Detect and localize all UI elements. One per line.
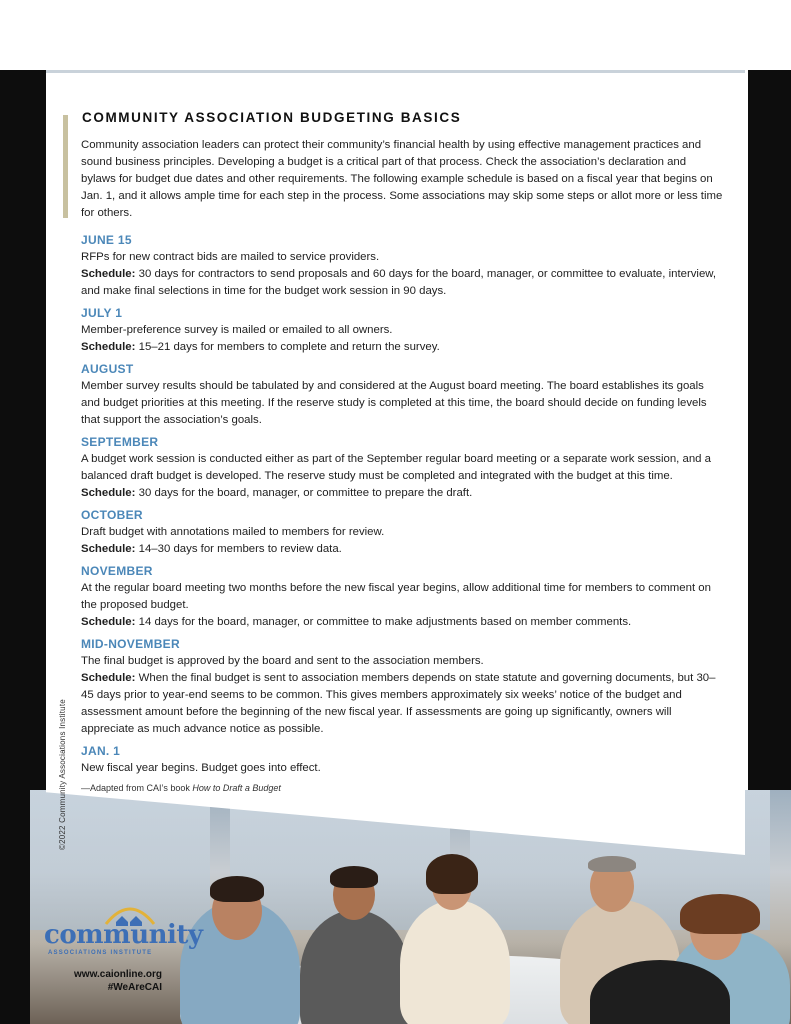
section-schedule bbox=[81, 485, 723, 502]
schedule-section bbox=[81, 232, 723, 300]
schedule-text: 14–30 days for members to review data. bbox=[138, 543, 342, 555]
schedule-text: 15–21 days for members to complete and return the survey. bbox=[138, 341, 440, 353]
section-heading: OCTOBER bbox=[81, 508, 143, 522]
logo-wordmark: community bbox=[44, 920, 203, 950]
intro-paragraph: Community association leaders can protect their community’s financial health by using effective management practices and sound business principles. Developing a budget is a critical part of that process. Check the association’s declaration and bylaws for budget due dates and other requirements. The following example schedule is based on a fiscal year that begins on Jan. 1, and it allows ample time for each step in the process. Some associations may skip some steps or allot more or less time for others. bbox=[81, 139, 723, 219]
section-text: Draft budget with annotations mailed to members for review. bbox=[81, 526, 385, 538]
section-heading: JUNE 15 bbox=[81, 233, 132, 247]
page-title: COMMUNITY ASSOCIATION BUDGETING BASICS bbox=[82, 110, 462, 125]
section-schedule bbox=[81, 339, 723, 356]
card-content bbox=[81, 137, 723, 795]
schedule-section bbox=[81, 636, 723, 738]
section-text: A budget work session is conducted either as part of the September regular board meeting or a separate work session, and a balanced draft budget is developed. The reserve study must be completed and integrated with the budget at this time. bbox=[81, 453, 712, 482]
logo-subtitle: ASSOCIATIONS INSTITUTE bbox=[48, 950, 153, 956]
section-heading: AUGUST bbox=[81, 362, 134, 376]
section-schedule bbox=[81, 266, 723, 300]
schedule-label: Schedule: bbox=[81, 543, 136, 555]
section-text: Member survey results should be tabulated by and considered at the August board meeting. The board establishes its goals and budget priorities at this meeting. If the reserve study is completed at this time, the board should decide on funding levels that support the association’s goals. bbox=[81, 380, 707, 426]
hashtag: #WeAreCAI bbox=[107, 982, 162, 993]
section-heading: SEPTEMBER bbox=[81, 435, 159, 449]
schedule-section bbox=[81, 434, 723, 502]
source-credit: —Adapted from CAI’s book How to Draft a Budget bbox=[81, 783, 281, 793]
schedule-section bbox=[81, 507, 723, 558]
schedule-label: Schedule: bbox=[81, 487, 136, 499]
footer-links bbox=[72, 968, 162, 994]
section-heading: NOVEMBER bbox=[81, 564, 153, 578]
schedule-text: 30 days for the board, manager, or committee to prepare the draft. bbox=[138, 487, 473, 499]
section-schedule bbox=[81, 670, 723, 738]
schedule-sections bbox=[81, 232, 723, 777]
schedule-text: When the final budget is sent to association members depends on state statute and governing documents, but 30–45 days prior to year-end seems to be common. This gives members approximately six weeks’ notice of the budget and assessment amount before the beginning of the new fiscal year. If assessments are going up significantly, owners will appreciate as much advance notice as possible. bbox=[81, 672, 716, 735]
section-text: At the regular board meeting two months before the new fiscal year begins, allow additional time for members to comment on the proposed budget. bbox=[81, 582, 711, 611]
section-heading: JULY 1 bbox=[81, 306, 123, 320]
schedule-section bbox=[81, 743, 723, 777]
section-text: RFPs for new contract bids are mailed to service providers. bbox=[81, 251, 380, 263]
schedule-label: Schedule: bbox=[81, 616, 136, 628]
section-text: The final budget is approved by the board and sent to the association members. bbox=[81, 655, 484, 667]
copyright-notice: ©2022 Community Associations Institute bbox=[58, 699, 67, 850]
schedule-text: 14 days for the board, manager, or committee to make adjustments based on member comments. bbox=[138, 616, 632, 628]
schedule-label: Schedule: bbox=[81, 268, 136, 280]
schedule-label: Schedule: bbox=[81, 672, 136, 684]
cai-logo[interactable] bbox=[44, 900, 204, 962]
schedule-section bbox=[81, 305, 723, 356]
section-text: Member-preference survey is mailed or emailed to all owners. bbox=[81, 324, 393, 336]
website-link[interactable]: www.caionline.org bbox=[74, 969, 162, 980]
section-schedule bbox=[81, 614, 723, 631]
schedule-text: 30 days for contractors to send proposals and 60 days for the board, manager, or committee to evaluate, interview, and make final selections in time for the budget work session in 90 days. bbox=[81, 268, 717, 297]
section-text: New fiscal year begins. Budget goes into effect. bbox=[81, 762, 321, 774]
section-heading: JAN. 1 bbox=[81, 744, 121, 758]
intro-accent-bar bbox=[63, 115, 68, 218]
schedule-section bbox=[81, 361, 723, 429]
section-heading: MID-NOVEMBER bbox=[81, 637, 180, 651]
section-schedule bbox=[81, 541, 723, 558]
schedule-label: Schedule: bbox=[81, 341, 136, 353]
schedule-section bbox=[81, 563, 723, 631]
